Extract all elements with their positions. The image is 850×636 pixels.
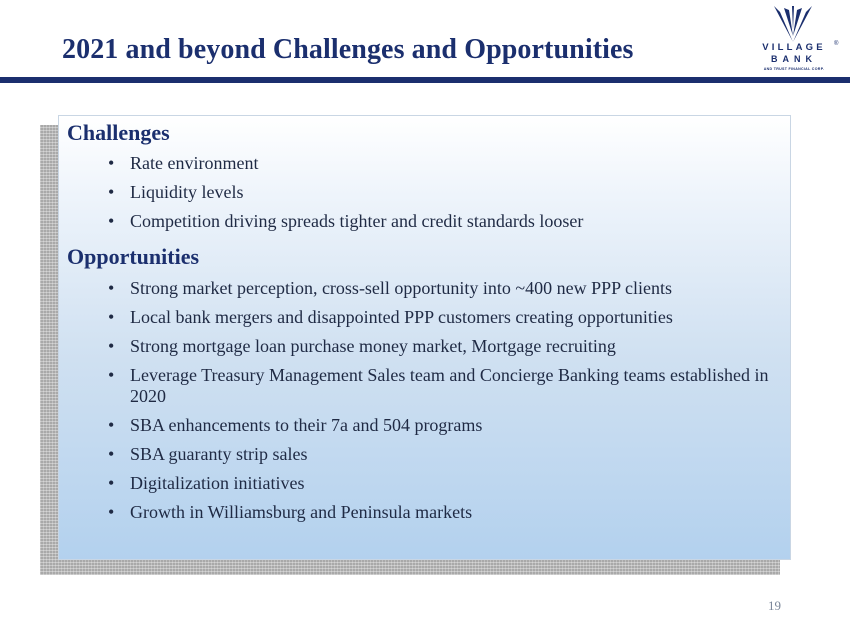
list-item-text: Growth in Williamsburg and Peninsula markets xyxy=(130,502,473,522)
bullet-icon: • xyxy=(108,336,115,356)
challenges-heading: Challenges xyxy=(67,120,170,145)
challenges-list xyxy=(108,153,583,240)
opportunity-item xyxy=(108,278,773,299)
bullet-icon: • xyxy=(108,444,115,464)
bullet-icon: • xyxy=(108,415,115,435)
list-item-text: Liquidity levels xyxy=(130,182,244,202)
opportunity-item xyxy=(108,365,773,407)
bullet-icon: • xyxy=(108,365,115,385)
challenge-item xyxy=(108,182,583,203)
bullet-icon: • xyxy=(108,211,115,231)
list-item-text: Local bank mergers and disappointed PPP customers creating opportunities xyxy=(130,307,673,327)
opportunity-item xyxy=(108,444,773,465)
challenge-item xyxy=(108,153,583,174)
page-number: 19 xyxy=(768,598,781,613)
slide-title: 2021 and beyond Challenges and Opportunities xyxy=(62,34,634,65)
title-rule xyxy=(0,77,850,83)
bullet-icon: • xyxy=(108,307,115,327)
opportunity-item xyxy=(108,336,773,357)
opportunity-item xyxy=(108,502,773,523)
opportunities-heading: Opportunities xyxy=(67,244,200,269)
bullet-icon: • xyxy=(108,153,115,173)
list-item-text: Rate environment xyxy=(130,153,259,173)
list-item-text: Strong mortgage loan purchase money market, Mortgage recruiting xyxy=(130,336,616,356)
bullet-icon: • xyxy=(108,473,115,493)
opportunity-item xyxy=(108,415,773,436)
bullet-icon: • xyxy=(108,182,115,202)
list-item-text: Digitalization initiatives xyxy=(130,473,305,493)
village-bank-logo xyxy=(748,6,840,72)
registered-mark: ® xyxy=(834,41,839,47)
list-item-text: SBA guaranty strip sales xyxy=(130,444,308,464)
logo-chevron-icon xyxy=(770,6,816,42)
bullet-icon: • xyxy=(108,278,115,298)
challenge-item xyxy=(108,211,583,232)
list-item-text: SBA enhancements to their 7a and 504 programs xyxy=(130,415,483,435)
logo-text-village: VILLAGE xyxy=(762,42,826,53)
list-item-text: Leverage Treasury Management Sales team and Concierge Banking teams established in 2020 xyxy=(130,365,769,406)
opportunities-list xyxy=(108,278,773,531)
logo-text-tagline: AND TRUST FINANCIAL CORP. xyxy=(763,67,825,71)
bullet-icon: • xyxy=(108,502,115,522)
opportunity-item xyxy=(108,307,773,328)
logo-text-bank: BANK xyxy=(771,54,817,64)
opportunity-item xyxy=(108,473,773,494)
list-item-text: Strong market perception, cross-sell opportunity into ~400 new PPP clients xyxy=(130,278,673,298)
list-item-text: Competition driving spreads tighter and credit standards looser xyxy=(130,211,584,231)
